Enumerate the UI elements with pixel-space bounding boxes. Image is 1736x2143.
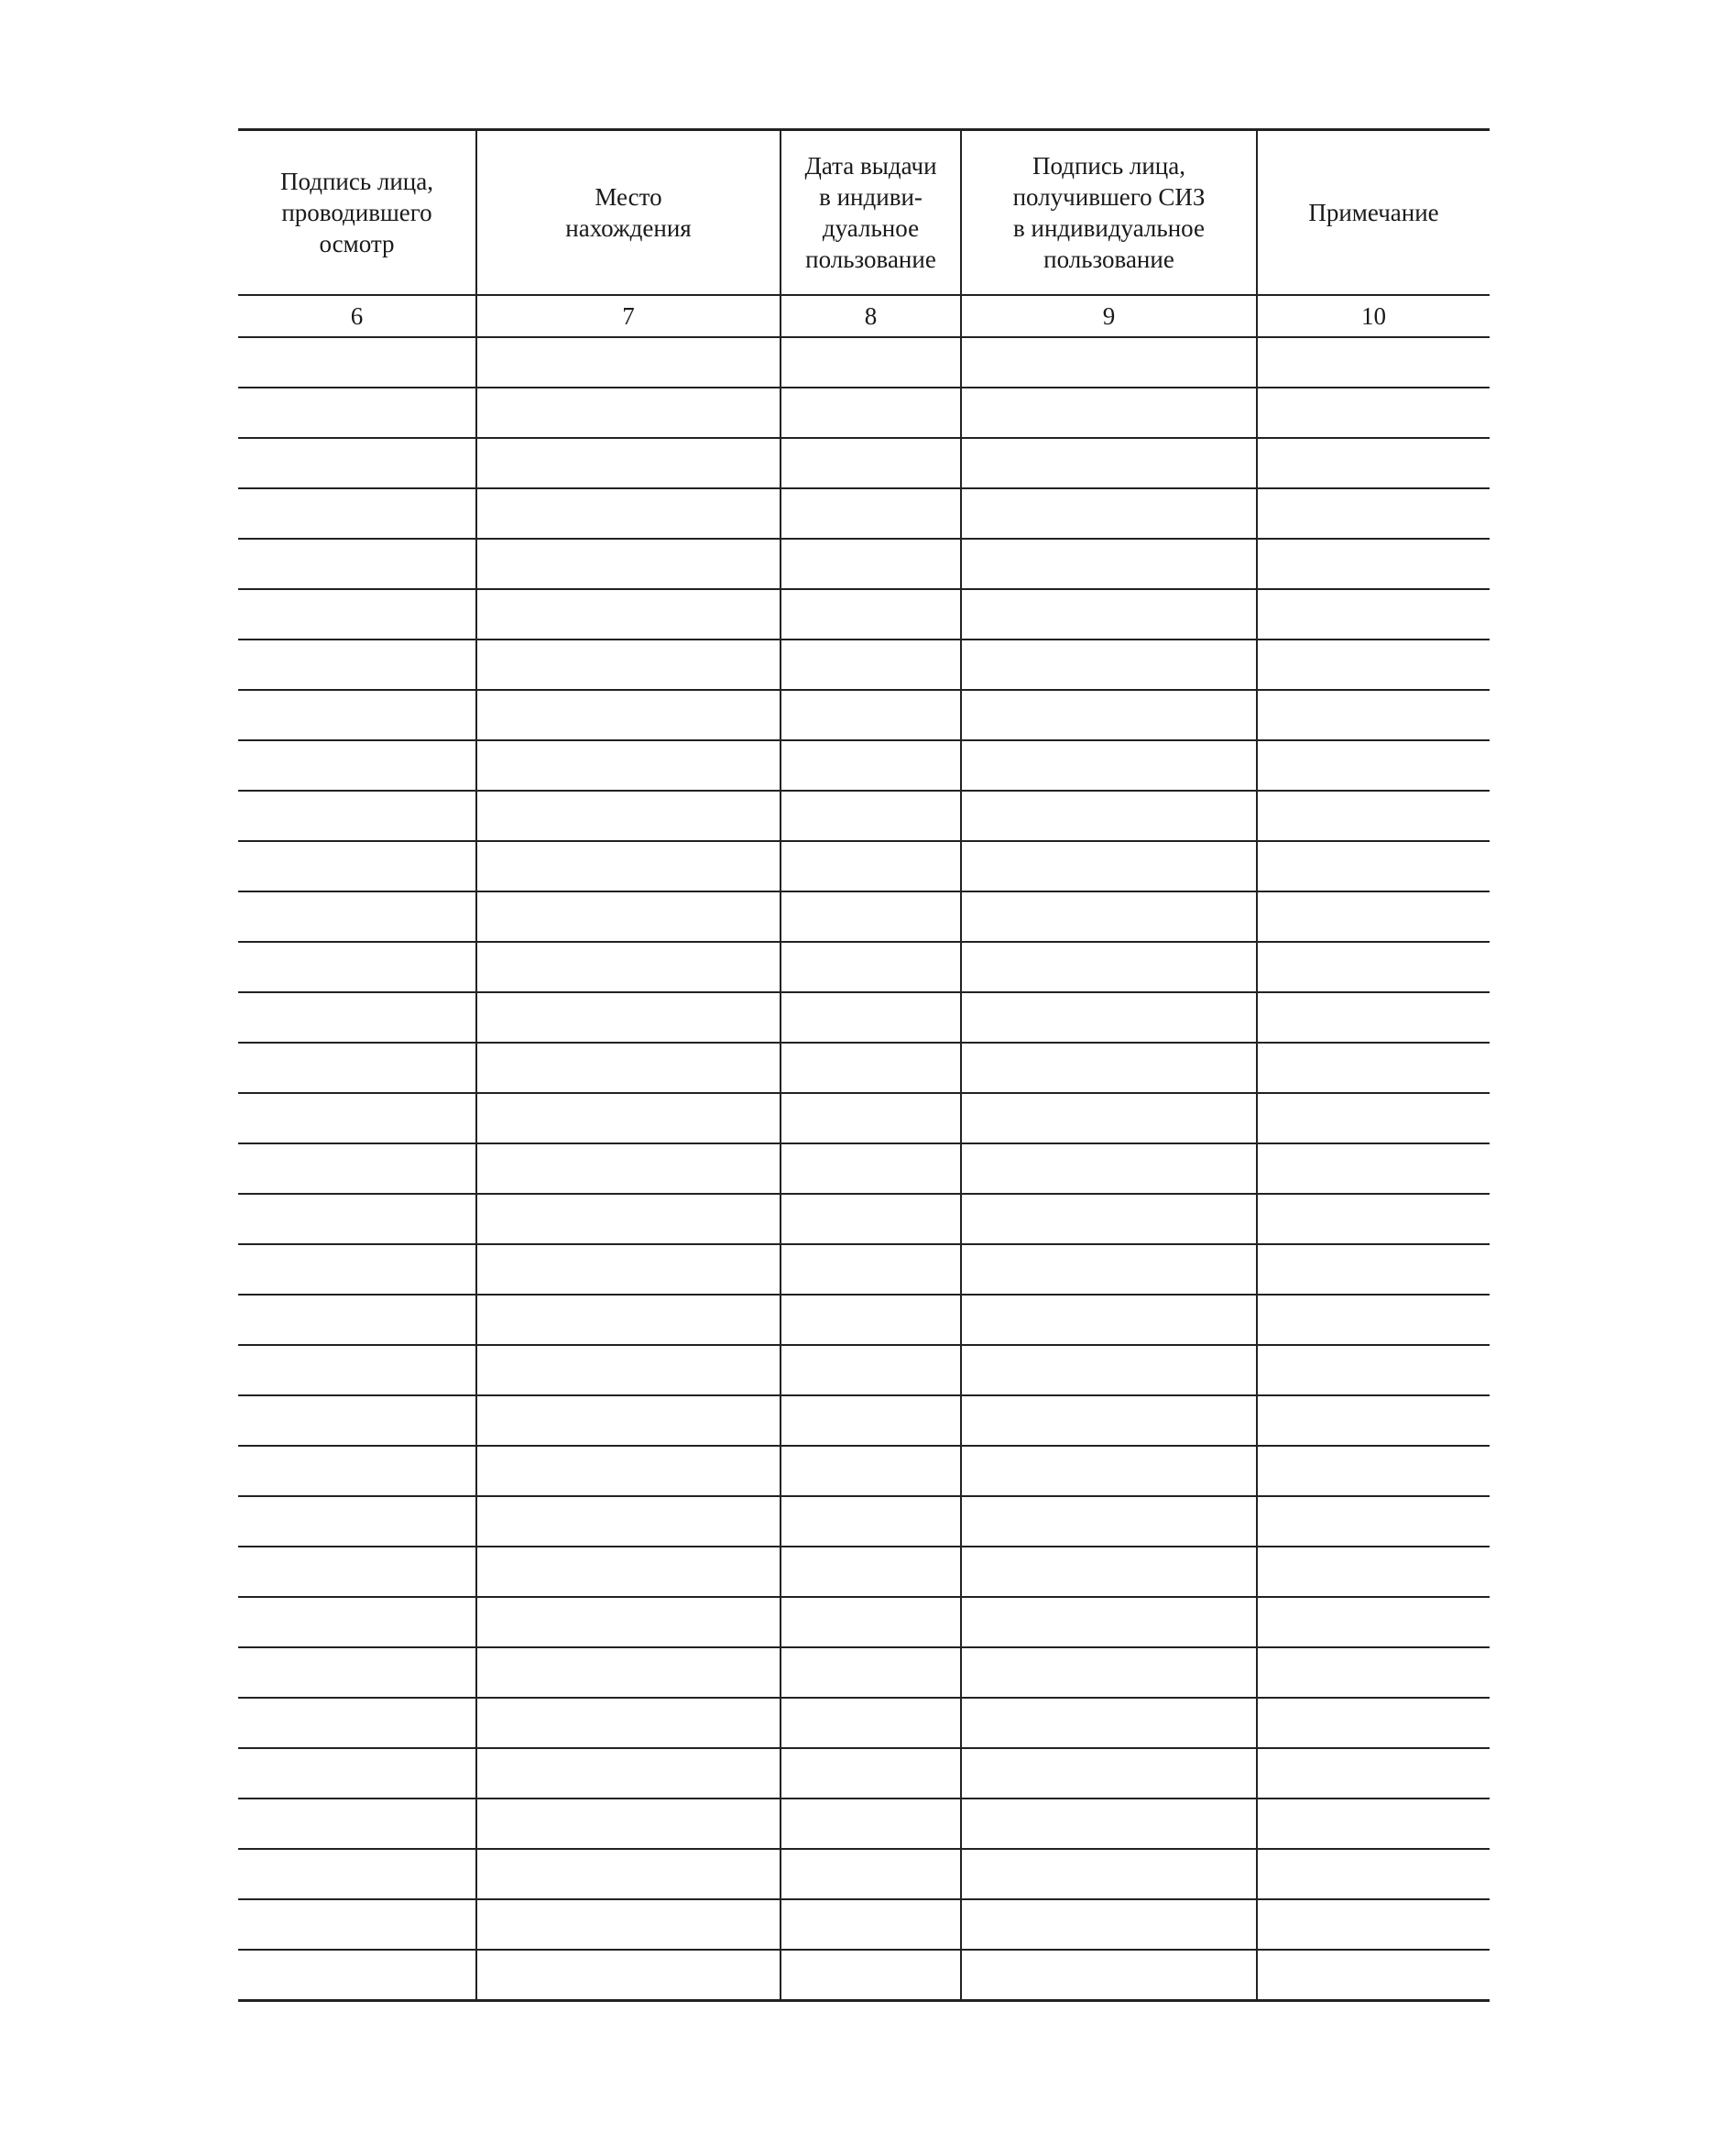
table-cell[interactable] [476, 1647, 781, 1698]
table-cell[interactable] [1257, 1698, 1490, 1748]
table-cell[interactable] [238, 1597, 476, 1647]
table-cell[interactable] [961, 1647, 1257, 1698]
table-cell[interactable] [476, 1043, 781, 1093]
table-cell[interactable] [781, 1597, 961, 1647]
table-cell[interactable] [961, 1446, 1257, 1496]
table-cell[interactable] [961, 488, 1257, 539]
table-cell[interactable] [476, 992, 781, 1043]
table-cell[interactable] [781, 337, 961, 388]
table-cell[interactable] [238, 791, 476, 841]
table-cell[interactable] [961, 1950, 1257, 2001]
table-cell[interactable] [238, 1093, 476, 1143]
table-row [238, 942, 1490, 992]
table-cell[interactable] [476, 539, 781, 589]
table-cell[interactable] [961, 1849, 1257, 1899]
table-cell[interactable] [1257, 1395, 1490, 1446]
table-cell[interactable] [961, 791, 1257, 841]
table-cell[interactable] [476, 1496, 781, 1547]
table-row [238, 1244, 1490, 1295]
table-row [238, 1395, 1490, 1446]
table-cell[interactable] [238, 942, 476, 992]
table-row [238, 1143, 1490, 1194]
journal-sheet [238, 128, 1490, 2002]
table-cell[interactable] [961, 1547, 1257, 1597]
table-cell[interactable] [476, 1748, 781, 1799]
table-cell[interactable] [476, 1799, 781, 1849]
table-cell[interactable] [781, 1295, 961, 1345]
table-cell[interactable] [1257, 1345, 1490, 1395]
table-cell[interactable] [1257, 1043, 1490, 1093]
column-header-note: Примечание [1257, 130, 1490, 296]
table-cell[interactable] [238, 1799, 476, 1849]
table-cell[interactable] [781, 1849, 961, 1899]
table-cell[interactable] [1257, 337, 1490, 388]
table-cell[interactable] [476, 589, 781, 640]
table-cell[interactable] [781, 740, 961, 791]
table-cell[interactable] [781, 1899, 961, 1950]
table-cell[interactable] [961, 1244, 1257, 1295]
table-cell[interactable] [781, 1446, 961, 1496]
table-cell[interactable] [476, 791, 781, 841]
table-cell[interactable] [1257, 1194, 1490, 1244]
table-cell[interactable] [961, 640, 1257, 690]
table-cell[interactable] [238, 539, 476, 589]
table-cell[interactable] [961, 992, 1257, 1043]
table-cell[interactable] [781, 1143, 961, 1194]
table-cell[interactable] [476, 1345, 781, 1395]
table-cell[interactable] [781, 841, 961, 891]
table-row [238, 589, 1490, 640]
table-cell[interactable] [961, 891, 1257, 942]
table-row [238, 1799, 1490, 1849]
table-cell[interactable] [1257, 488, 1490, 539]
column-number: 10 [1257, 295, 1490, 337]
table-cell[interactable] [238, 1345, 476, 1395]
table-row [238, 1849, 1490, 1899]
table-cell[interactable] [961, 1093, 1257, 1143]
table-cell[interactable] [961, 1295, 1257, 1345]
table-cell[interactable] [1257, 1295, 1490, 1345]
table-cell[interactable] [961, 1698, 1257, 1748]
table-cell[interactable] [1257, 1799, 1490, 1849]
table-cell[interactable] [476, 841, 781, 891]
table-row [238, 1698, 1490, 1748]
table-cell[interactable] [238, 337, 476, 388]
table-row [238, 388, 1490, 438]
table-cell[interactable] [1257, 438, 1490, 488]
table-row [238, 438, 1490, 488]
table-cell[interactable] [238, 1547, 476, 1597]
table-cell[interactable] [476, 740, 781, 791]
table-cell[interactable] [238, 488, 476, 539]
table-cell[interactable] [1257, 640, 1490, 690]
table-row [238, 539, 1490, 589]
table-cell[interactable] [1257, 1093, 1490, 1143]
table-row [238, 640, 1490, 690]
table-row [238, 1950, 1490, 2001]
table-cell[interactable] [781, 1244, 961, 1295]
table-row [238, 1899, 1490, 1950]
table-cell[interactable] [961, 740, 1257, 791]
table-cell[interactable] [238, 1194, 476, 1244]
table-row [238, 1748, 1490, 1799]
table-cell[interactable] [781, 690, 961, 740]
table-cell[interactable] [961, 438, 1257, 488]
table-cell[interactable] [1257, 1244, 1490, 1295]
table-cell[interactable] [961, 1043, 1257, 1093]
table-cell[interactable] [476, 1547, 781, 1597]
table-cell[interactable] [1257, 1143, 1490, 1194]
table-cell[interactable] [781, 942, 961, 992]
table-cell[interactable] [961, 1799, 1257, 1849]
table-row [238, 1194, 1490, 1244]
table-cell[interactable] [781, 488, 961, 539]
table-cell[interactable] [238, 1496, 476, 1547]
table-row [238, 1547, 1490, 1597]
table-cell[interactable] [476, 1395, 781, 1446]
table-cell[interactable] [1257, 1748, 1490, 1799]
table-cell[interactable] [1257, 1597, 1490, 1647]
table-cell[interactable] [961, 1899, 1257, 1950]
table-cell[interactable] [476, 488, 781, 539]
table-cell[interactable] [961, 1597, 1257, 1647]
table-cell[interactable] [1257, 841, 1490, 891]
table-row [238, 1647, 1490, 1698]
table-cell[interactable] [781, 438, 961, 488]
table-cell[interactable] [238, 690, 476, 740]
column-header-location: Место нахождения [476, 130, 781, 296]
table-cell[interactable] [781, 388, 961, 438]
table-cell[interactable] [781, 992, 961, 1043]
table-cell[interactable] [1257, 791, 1490, 841]
table-cell[interactable] [238, 1295, 476, 1345]
column-number: 8 [781, 295, 961, 337]
table-cell[interactable] [238, 1043, 476, 1093]
table-cell[interactable] [476, 337, 781, 388]
table-cell[interactable] [238, 1899, 476, 1950]
table-row [238, 1043, 1490, 1093]
table-row [238, 841, 1490, 891]
table-cell[interactable] [1257, 589, 1490, 640]
table-cell[interactable] [1257, 1899, 1490, 1950]
table-cell[interactable] [238, 992, 476, 1043]
table-cell[interactable] [1257, 740, 1490, 791]
table-row [238, 1295, 1490, 1345]
table-cell[interactable] [238, 1143, 476, 1194]
table-cell[interactable] [238, 1748, 476, 1799]
table-row [238, 791, 1490, 841]
table-cell[interactable] [476, 1698, 781, 1748]
table-row [238, 740, 1490, 791]
table-cell[interactable] [238, 1698, 476, 1748]
table-cell[interactable] [476, 1295, 781, 1345]
table-cell[interactable] [238, 740, 476, 791]
column-number: 7 [476, 295, 781, 337]
table-cell[interactable] [961, 1496, 1257, 1547]
table-cell[interactable] [1257, 1547, 1490, 1597]
table-row [238, 1345, 1490, 1395]
table-cell[interactable] [781, 1748, 961, 1799]
table-cell[interactable] [1257, 942, 1490, 992]
table-cell[interactable] [476, 1849, 781, 1899]
table-cell[interactable] [781, 1043, 961, 1093]
table-cell[interactable] [961, 388, 1257, 438]
table-cell[interactable] [961, 690, 1257, 740]
table-cell[interactable] [1257, 1849, 1490, 1899]
table-cell[interactable] [238, 640, 476, 690]
table-cell[interactable] [476, 388, 781, 438]
table-cell[interactable] [781, 1799, 961, 1849]
table-cell[interactable] [238, 891, 476, 942]
table-cell[interactable] [238, 438, 476, 488]
table-cell[interactable] [781, 1698, 961, 1748]
column-header-signature-recipient: Подпись лица, получившего СИЗ в индивидуальное пользование [961, 130, 1257, 296]
table-cell[interactable] [238, 1950, 476, 2001]
column-number: 9 [961, 295, 1257, 337]
table-cell[interactable] [1257, 1496, 1490, 1547]
table-row [238, 992, 1490, 1043]
table-cell[interactable] [961, 589, 1257, 640]
table-cell[interactable] [1257, 891, 1490, 942]
header-row [238, 130, 1490, 296]
table-cell[interactable] [961, 841, 1257, 891]
table-cell[interactable] [238, 1849, 476, 1899]
table-row [238, 1496, 1490, 1547]
journal-body [238, 337, 1490, 2001]
table-cell[interactable] [1257, 1446, 1490, 1496]
table-cell[interactable] [781, 1647, 961, 1698]
column-header-signature-inspector: Подпись лица, проводившего осмотр [238, 130, 476, 296]
table-cell[interactable] [476, 1143, 781, 1194]
table-cell[interactable] [238, 1647, 476, 1698]
table-cell[interactable] [781, 640, 961, 690]
table-cell[interactable] [476, 1194, 781, 1244]
table-row [238, 690, 1490, 740]
table-row [238, 891, 1490, 942]
table-cell[interactable] [781, 1395, 961, 1446]
table-cell[interactable] [1257, 992, 1490, 1043]
table-cell[interactable] [238, 841, 476, 891]
table-cell[interactable] [781, 539, 961, 589]
table-cell[interactable] [961, 1748, 1257, 1799]
table-cell[interactable] [476, 942, 781, 992]
table-cell[interactable] [476, 1446, 781, 1496]
table-cell[interactable] [961, 942, 1257, 992]
table-cell[interactable] [961, 1143, 1257, 1194]
column-number-row [238, 295, 1490, 337]
table-cell[interactable] [238, 1446, 476, 1496]
table-cell[interactable] [961, 337, 1257, 388]
table-cell[interactable] [476, 891, 781, 942]
table-cell[interactable] [476, 1950, 781, 2001]
table-row [238, 1093, 1490, 1143]
table-cell[interactable] [961, 1395, 1257, 1446]
table-cell[interactable] [961, 539, 1257, 589]
column-number: 6 [238, 295, 476, 337]
table-cell[interactable] [781, 791, 961, 841]
table-cell[interactable] [1257, 388, 1490, 438]
table-cell[interactable] [1257, 690, 1490, 740]
table-cell[interactable] [1257, 1950, 1490, 2001]
table-cell[interactable] [476, 1597, 781, 1647]
table-cell[interactable] [238, 589, 476, 640]
table-cell[interactable] [238, 388, 476, 438]
table-cell[interactable] [781, 1345, 961, 1395]
table-cell[interactable] [781, 891, 961, 942]
journal-table [238, 128, 1490, 2002]
table-cell[interactable] [476, 1899, 781, 1950]
table-cell[interactable] [961, 1345, 1257, 1395]
table-cell[interactable] [476, 690, 781, 740]
table-cell[interactable] [476, 1093, 781, 1143]
table-row [238, 488, 1490, 539]
table-cell[interactable] [238, 1244, 476, 1295]
table-cell[interactable] [476, 438, 781, 488]
table-cell[interactable] [781, 1194, 961, 1244]
table-row [238, 337, 1490, 388]
table-cell[interactable] [1257, 539, 1490, 589]
table-cell[interactable] [1257, 1647, 1490, 1698]
table-row [238, 1446, 1490, 1496]
column-header-issue-date: Дата выдачи в индиви- дуальное пользование [781, 130, 961, 296]
table-cell[interactable] [476, 1244, 781, 1295]
table-cell[interactable] [781, 1950, 961, 2001]
table-cell[interactable] [781, 1093, 961, 1143]
table-cell[interactable] [781, 589, 961, 640]
table-cell[interactable] [781, 1547, 961, 1597]
table-cell[interactable] [961, 1194, 1257, 1244]
table-cell[interactable] [781, 1496, 961, 1547]
table-cell[interactable] [476, 640, 781, 690]
table-row [238, 1597, 1490, 1647]
table-cell[interactable] [238, 1395, 476, 1446]
